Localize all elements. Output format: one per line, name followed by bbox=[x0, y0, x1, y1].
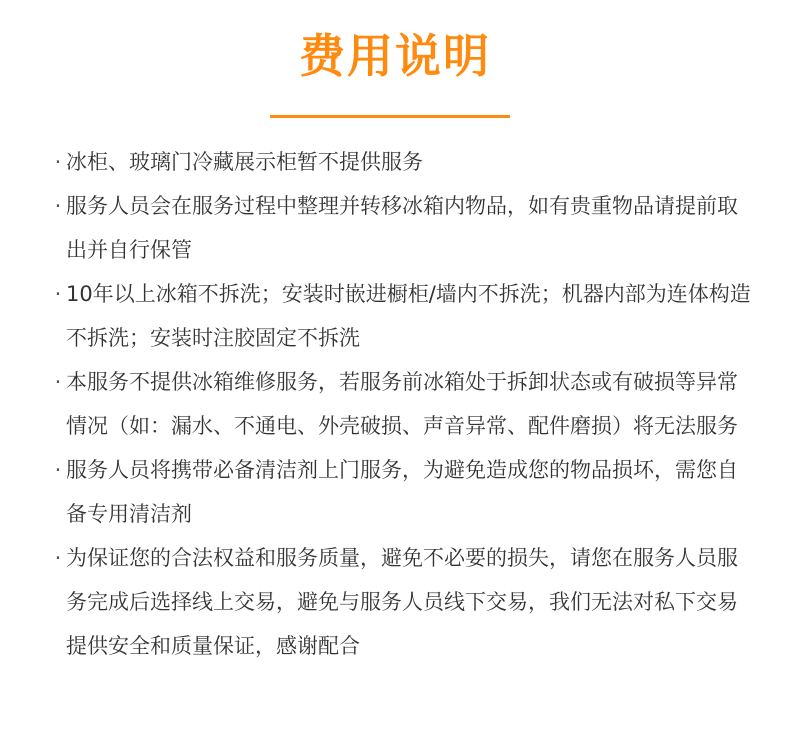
note-text: 服务人员将携带必备清洁剂上门服务，为避免造成您的物品损坏，需您自备专用清洁剂 bbox=[66, 458, 738, 526]
bullet-icon: · bbox=[54, 282, 62, 306]
note-item bbox=[52, 536, 752, 668]
bullet-icon: · bbox=[54, 150, 62, 174]
note-text: 为保证您的合法权益和服务质量，避免不必要的损失，请您在服务人员服务完成后选择线上交易，避免与服务人员线下交易，我们无法对私下交易提供安全和质量保证，感谢配合 bbox=[66, 546, 738, 658]
note-text: 10年以上冰箱不拆洗；安装时嵌进橱柜/墙内不拆洗；机器内部为连体构造不拆洗；安装时注胶固定不拆洗 bbox=[66, 282, 751, 350]
note-text: 本服务不提供冰箱维修服务，若服务前冰箱处于拆卸状态或有破损等异常情况（如：漏水、不通电、外壳破损、声音异常、配件磨损）将无法服务 bbox=[66, 370, 738, 438]
note-item bbox=[52, 140, 752, 184]
note-item bbox=[52, 272, 752, 360]
bullet-icon: · bbox=[54, 458, 62, 482]
note-text: 服务人员会在服务过程中整理并转移冰箱内物品，如有贵重物品请提前取出并自行保管 bbox=[66, 194, 738, 262]
note-item bbox=[52, 360, 752, 448]
fee-notes-list bbox=[52, 140, 752, 668]
bullet-icon: · bbox=[54, 546, 62, 570]
title-underline bbox=[270, 115, 510, 118]
note-item bbox=[52, 184, 752, 272]
bullet-icon: · bbox=[54, 194, 62, 218]
note-text: 冰柜、玻璃门冷藏展示柜暂不提供服务 bbox=[66, 150, 423, 174]
bullet-icon: · bbox=[54, 370, 62, 394]
page-title: 费用说明 bbox=[299, 29, 491, 83]
note-item bbox=[52, 448, 752, 536]
